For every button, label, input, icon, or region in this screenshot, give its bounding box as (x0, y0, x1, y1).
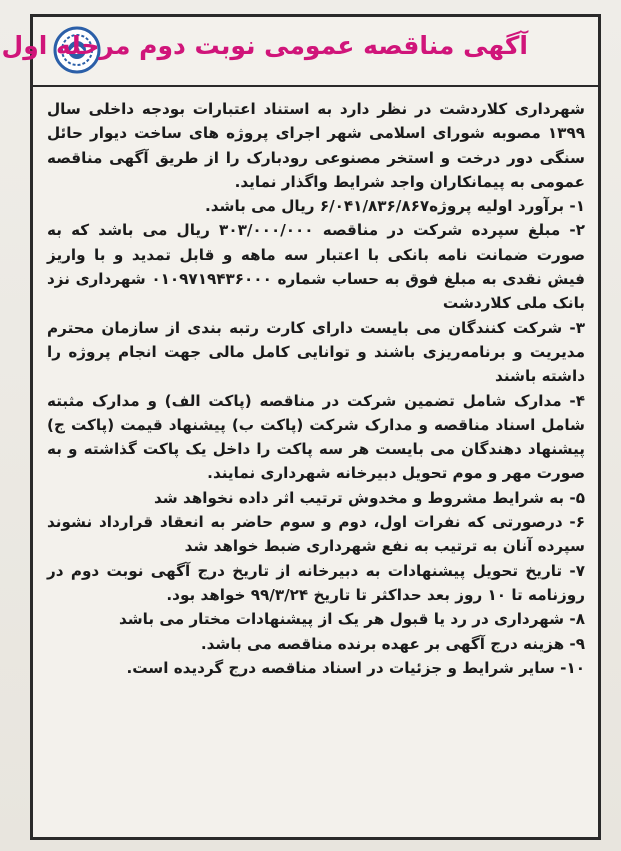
notice-item-7: ۷- تاریخ تحویل پیشنهادات به دبیرخانه از تاریخ درج آگهی نوبت دوم در روزنامه تا ۱۰ روز بعد حداکثر تا تاریخ ۹۹/۳/۲۴ خواهد بود. (47, 561, 585, 604)
notice-item-2: ۲- مبلغ سپرده شرکت در مناقصه ۳۰۳/۰۰۰/۰۰۰ ریال می باشد که به صورت ضمانت نامه بانکی با اعتبار سه ماهه و قابل تمدید و با واریز فیش نقدی به مبلغ فوق به حساب شماره ۰۱۰۹۷۱۹۴۳۶۰۰۰ شهرداری نزد بانک ملی کلاردشت (47, 221, 586, 313)
notice-item-3: ۳- شرکت کنندگان می بایست دارای کارت رتبه بندی از سازمان محترم مدیریت و برنامه‌ریزی باشند و توانایی کامل مالی جهت انجام پروژه را داشته باشند (47, 318, 585, 386)
notice-body (47, 97, 585, 680)
notice-item-8: ۸- شهرداری در رد یا قبول هر یک از پیشنهادات مختار می باشد (118, 610, 585, 629)
notice-item-5: ۵- به شرایط مشروط و مخدوش ترتیب اثر داده نخواهد شد (153, 488, 585, 507)
notice-item-6: ۶- درصورتی که نفرات اول، دوم و سوم حاضر به انعقاد قرارداد نشوند سپرده آنان به ترتیب به نفع شهرداری ضبط خواهد شد (47, 513, 585, 556)
notice-item-4: ۴- مدارک شامل تضمین شرکت در مناقصه (پاکت الف) و مدارک مثبته شامل اسناد مناقصه و مدارک شرکت (پاکت ب) پیشنهاد قیمت (پاکت ج) پیشنهاد دهندگان می بایست هر سه پاکت را داخل یک پاکت گذاشته و به صورت مهر و موم تحویل دبیرخانه شهرداری نمایند. (47, 391, 585, 483)
notice-item-1: ۱- برآورد اولیه پروژه۶/۰۴۱/۸۳۶/۸۶۷ ریال می باشد. (204, 197, 585, 216)
notice-header (1, 17, 598, 87)
notice-frame (1, 14, 601, 840)
notice-title: آگهی مناقصه عمومی نوبت دوم مرحله اول (1, 31, 528, 60)
notice-item-10: ۱۰- سایر شرایط و جزئیات در اسناد مناقصه درج گردیده است. (126, 658, 585, 677)
notice-item-9: ۹- هزینه درج آگهی بر عهده برنده مناقصه می باشد. (200, 634, 585, 653)
notice-intro: شهرداری کلاردشت در نظر دارد به استناد اعتبارات بودجه داخلی سال ۱۳۹۹ مصوبه شورای اسلامی شهر اجرای پروژه های ساخت دیوار حائل سنگی دور درخت و استخر مصنوعی رودبارک را از طریق آگهی مناقصه عمومی به پیمانکاران واجد شرایط واگذار نماید. (47, 100, 585, 191)
